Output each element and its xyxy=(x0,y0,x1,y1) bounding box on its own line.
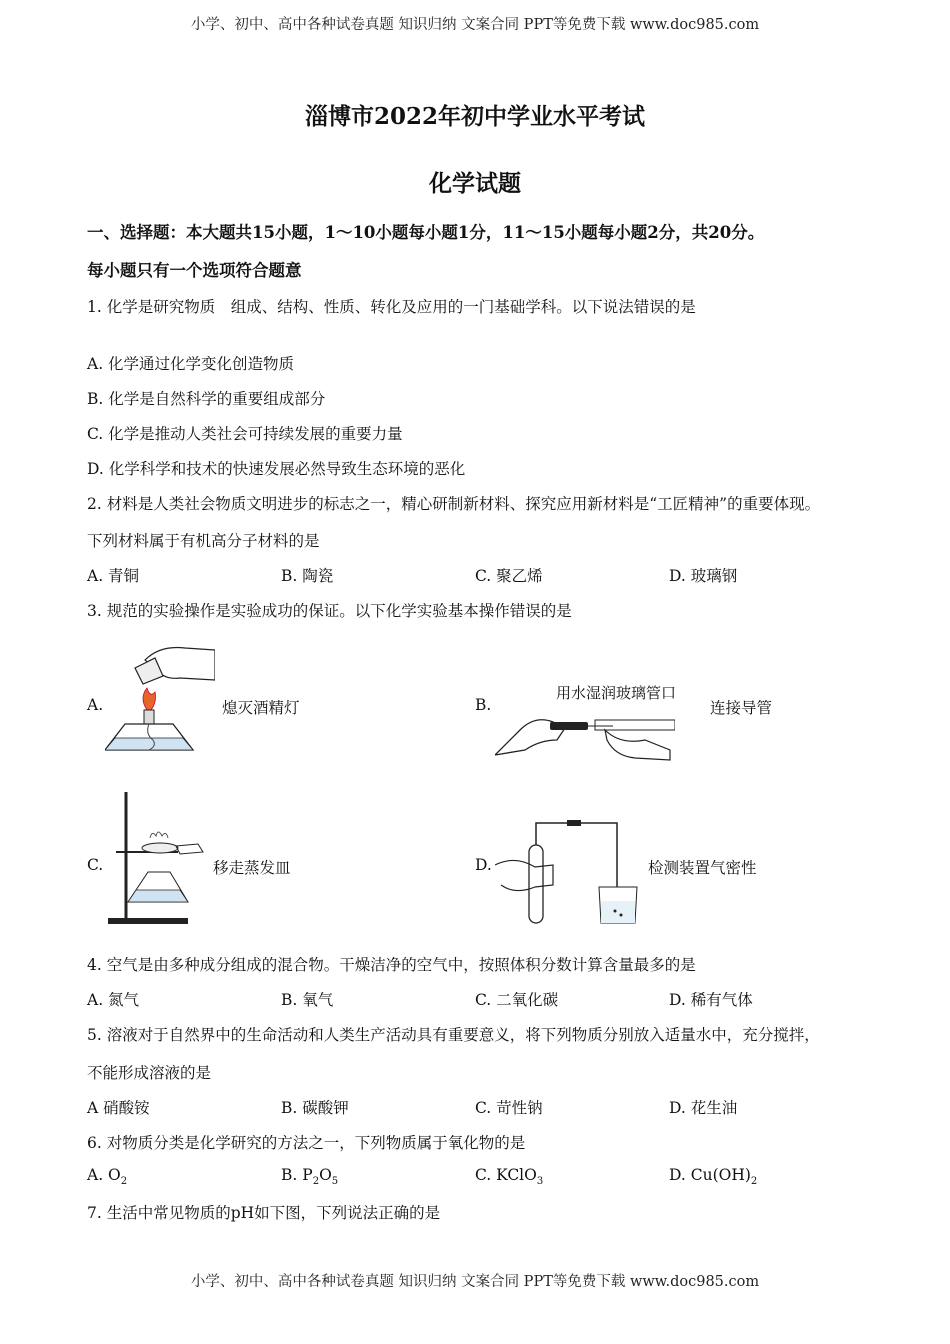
exam-title: 淄博市2022年初中学业水平考试 xyxy=(304,103,645,130)
q1-option-c: C. 化学是推动人类社会可持续发展的重要力量 xyxy=(87,425,403,443)
q6-stem: 6. 对物质分类是化学研究的方法之一，下列物质属于氧化物的是 xyxy=(87,1134,526,1152)
alcohol-lamp-figure xyxy=(105,640,215,765)
q2-option-b: B. 陶瓷 xyxy=(281,567,334,585)
q4-option-a: A. 氮气 xyxy=(87,991,140,1009)
q3-letter-d: D. xyxy=(475,856,492,874)
page-footer: 小学、初中、高中各种试卷真题 知识归纳 文案合同 PPT等免费下载 www.doc985.com xyxy=(190,1274,760,1290)
evaporating-dish-figure xyxy=(108,790,208,930)
q3-label-c: 移走蒸发皿 xyxy=(213,859,291,877)
q6-option-a: A. $O_2$ xyxy=(87,1166,128,1188)
q2-option-d: D. 玻璃钢 xyxy=(669,567,738,585)
q2-stem-cont: 下列材料属于有机高分子材料的是 xyxy=(87,532,320,550)
exam-subtitle: 化学试题 xyxy=(429,170,521,197)
q3-label-a: 熄灭酒精灯 xyxy=(222,699,300,717)
q4-option-c: C. 二氧化碳 xyxy=(475,991,559,1009)
q5-stem-cont: 不能形成溶液的是 xyxy=(87,1064,212,1082)
q3-caption-b: 用水湿润玻璃管口 xyxy=(556,684,677,702)
q3-letter-a: A. xyxy=(87,696,104,714)
q3-letter-c: C. xyxy=(87,856,104,874)
q2-stem: 2. 材料是人类社会物质文明进步的标志之一，精心研制新材料、探究应用新材料是“工匠精神”的重要体现。 xyxy=(87,495,821,513)
q4-option-b: B. 氧气 xyxy=(281,991,334,1009)
q1-option-a: A. 化学通过化学变化创造物质 xyxy=(87,355,295,373)
airtightness-test-figure xyxy=(495,815,645,927)
q3-stem: 3. 规范的实验操作是实验成功的保证。以下化学实验基本操作错误的是 xyxy=(87,602,572,620)
q6-option-c: C. KClO$_3$ xyxy=(475,1166,544,1188)
q3-label-b: 连接导管 xyxy=(710,699,773,717)
section-note: 每小题只有一个选项符合题意 xyxy=(87,261,302,280)
q1-option-d: D. 化学科学和技术的快速发展必然导致生态环境的恶化 xyxy=(87,460,466,478)
q1-option-b: B. 化学是自然科学的重要组成部分 xyxy=(87,390,326,408)
q6-option-d: D. $Cu(OH)_2$ xyxy=(669,1166,758,1188)
q5-option-a: A 硝酸铵 xyxy=(87,1099,150,1117)
section-heading: 一、选择题：本大题共15小题，1～10小题每小题1分，11～15小题每小题2分，共20分。 xyxy=(87,223,765,242)
q5-option-c: C. 苛性钠 xyxy=(475,1099,543,1117)
q4-stem: 4. 空气是由多种成分组成的混合物。干燥洁净的空气中，按照体积分数计算含量最多的是 xyxy=(87,956,696,974)
q2-option-a: A. 青铜 xyxy=(87,567,140,585)
q5-stem: 5. 溶液对于自然界中的生命活动和人类生产活动具有重要意义，将下列物质分别放入适量水中，充分搅拌， xyxy=(87,1026,820,1044)
q2-option-c: C. 聚乙烯 xyxy=(475,567,543,585)
q3-label-d: 检测装置气密性 xyxy=(648,859,757,877)
q3-letter-b: B. xyxy=(475,696,492,714)
page-header: 小学、初中、高中各种试卷真题 知识归纳 文案合同 PPT等免费下载 www.doc985.com xyxy=(190,17,760,33)
q7-stem: 7. 生活中常见物质的pH如下图，下列说法正确的是 xyxy=(87,1204,441,1222)
q5-option-d: D. 花生油 xyxy=(669,1099,738,1117)
q5-option-b: B. 碳酸钾 xyxy=(281,1099,349,1117)
connect-tube-figure xyxy=(495,700,675,762)
q1-stem: 1. 化学是研究物质 组成、结构、性质、转化及应用的一门基础学科。以下说法错误的是 xyxy=(87,298,696,316)
q4-option-d: D. 稀有气体 xyxy=(669,991,753,1009)
q6-option-b: B. $P_2O_5$ xyxy=(281,1166,339,1188)
